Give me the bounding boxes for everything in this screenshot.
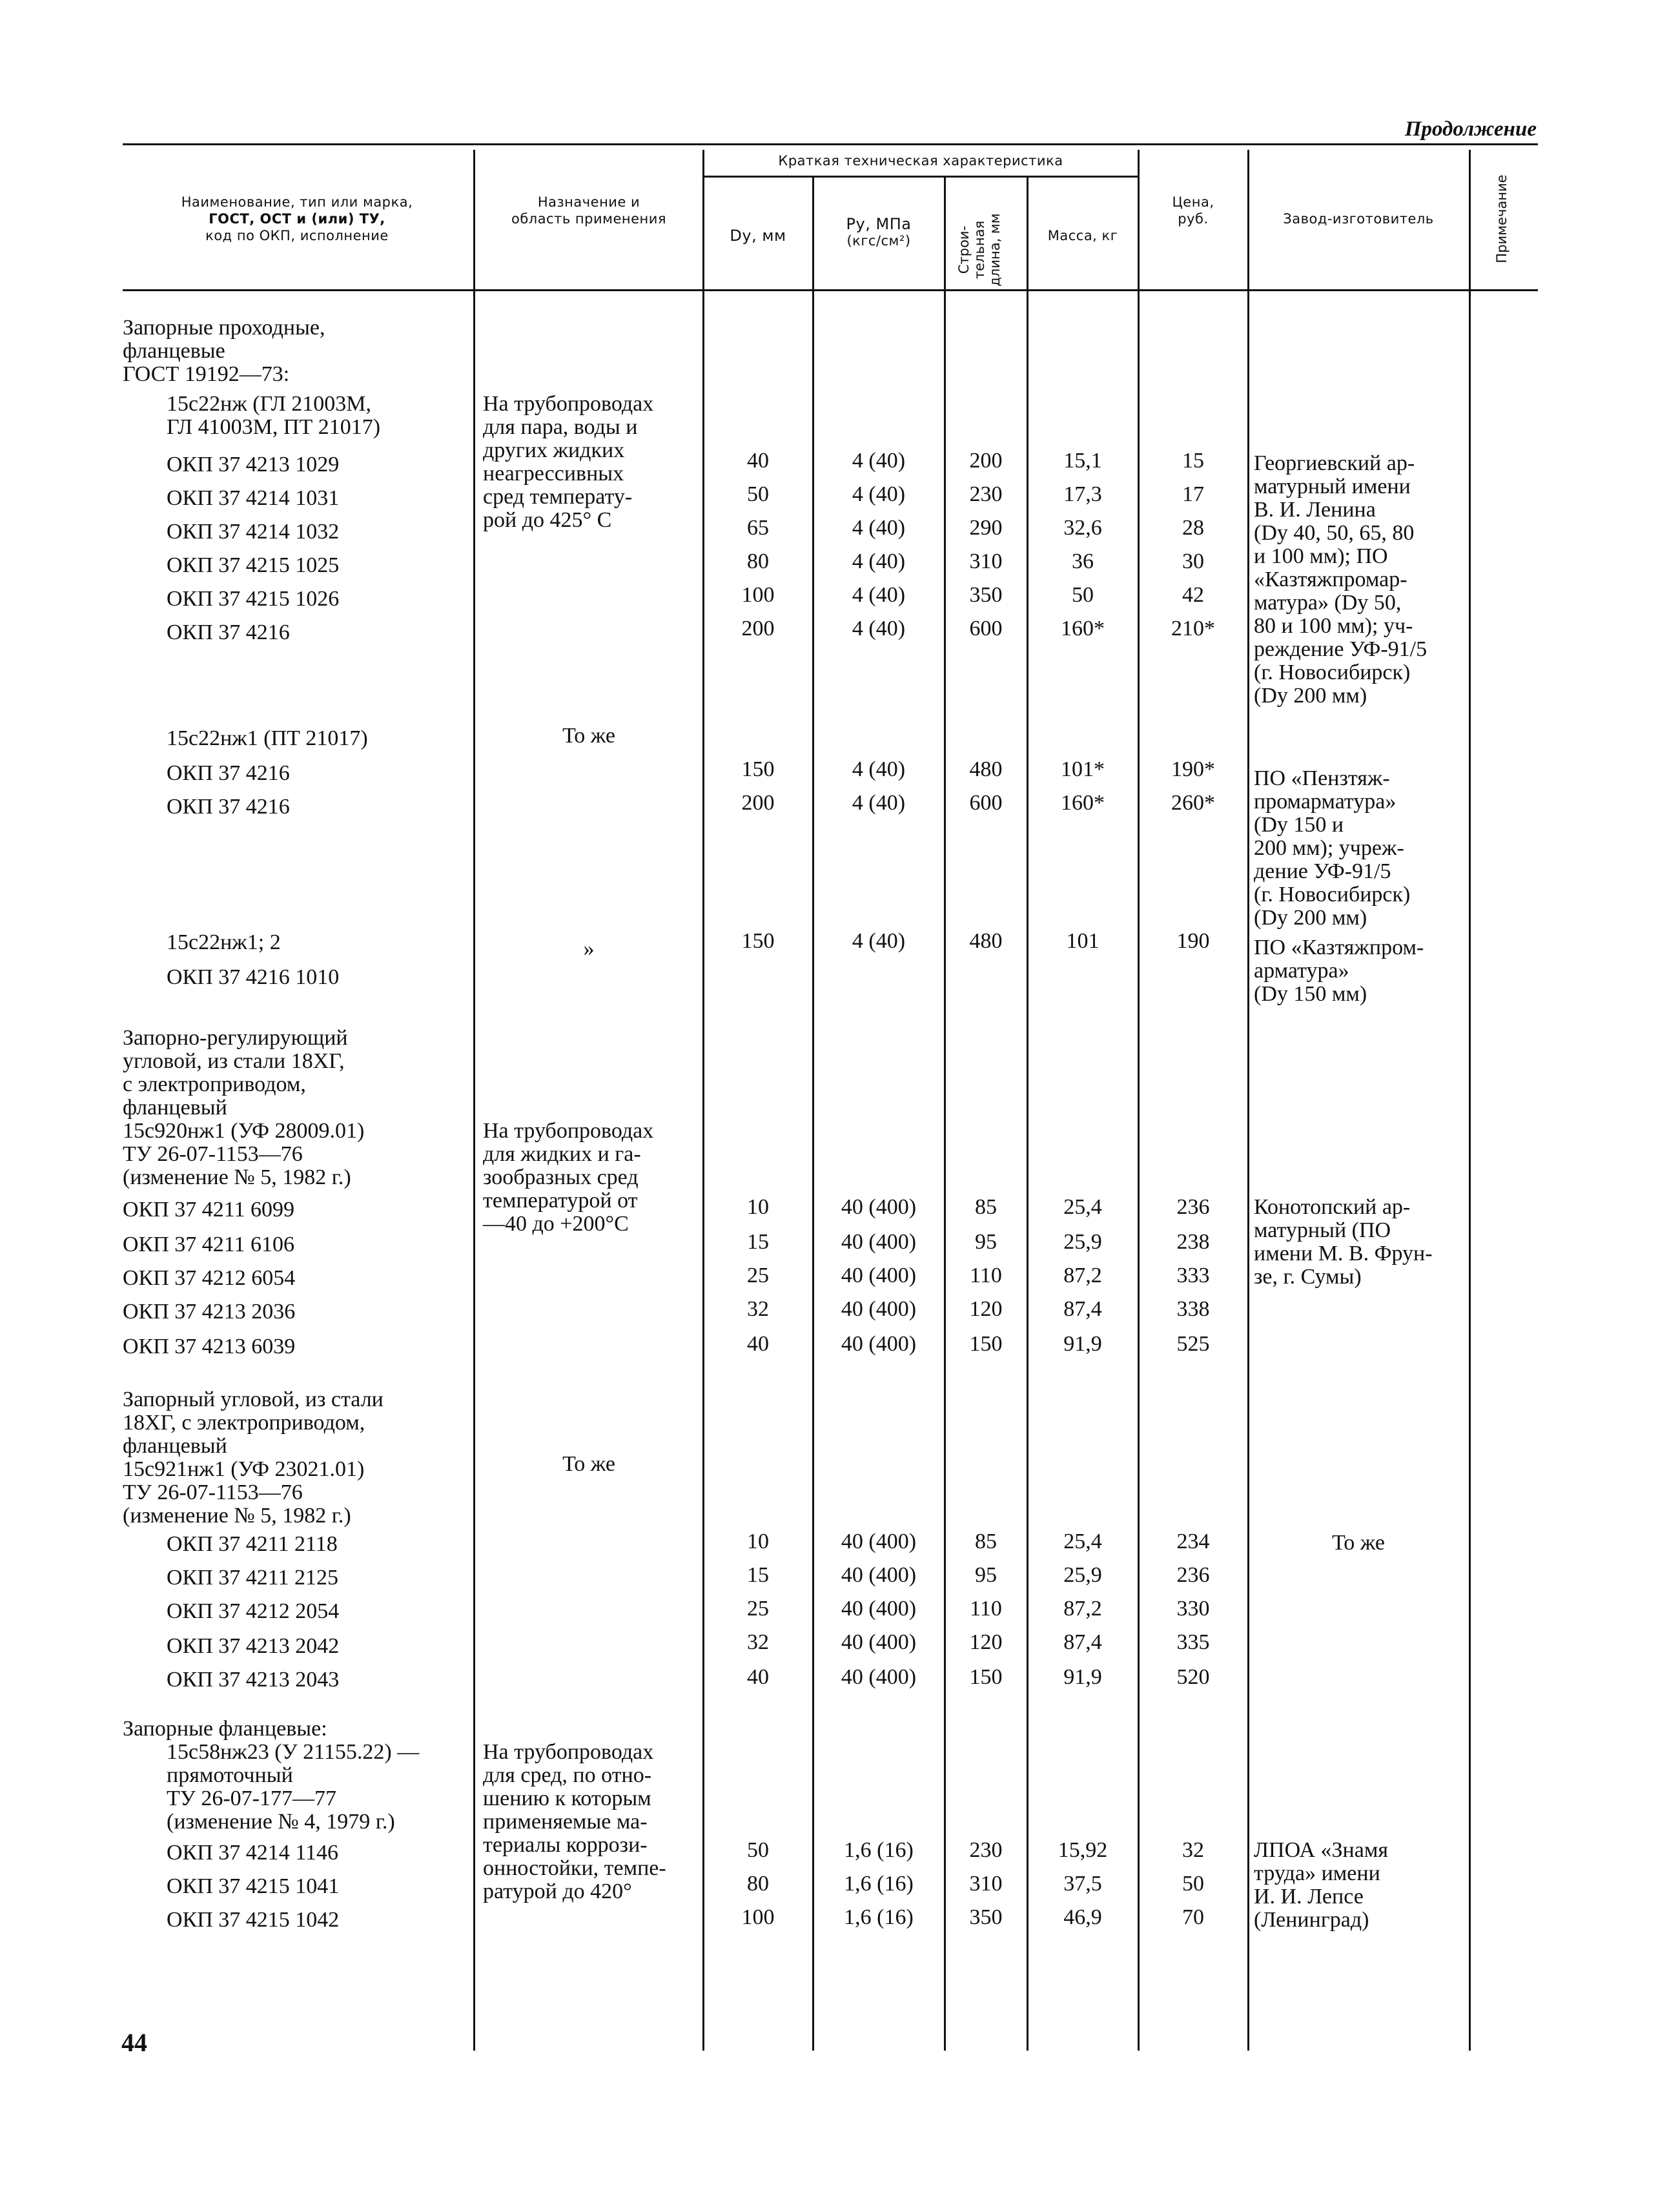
header-maker: Завод-изготовитель	[1283, 211, 1434, 227]
row-py: 4 (40)	[852, 482, 906, 506]
row-code: ОКП 37 4211 6106	[123, 1233, 295, 1256]
header-length: Строи- тельная длина, мм	[956, 213, 1003, 287]
row-py: 4 (40)	[852, 449, 906, 473]
row-py: 40 (400)	[841, 1597, 917, 1621]
row-code: ОКП 37 4216	[167, 795, 290, 819]
row-mass: 46,9	[1063, 1905, 1102, 1929]
header-purpose: Назначение и область применения	[511, 194, 667, 227]
group-3-title: Запорный угловой, из стали 18ХГ, с электроприводом, фланцевый 15с921нж1 (УФ 23021.01) ТУ 26-07-1153—76 (изменение № 5, 1982 г.)	[123, 1388, 384, 1528]
row-py: 4 (40)	[852, 791, 906, 815]
row-price: 30	[1182, 549, 1204, 573]
continuation-label: Продолжение	[1404, 118, 1537, 141]
row-dy: 40	[747, 1332, 769, 1356]
row-py: 40 (400)	[841, 1297, 917, 1321]
row-code: ОКП 37 4213 2036	[123, 1300, 296, 1324]
row-dy: 200	[741, 791, 775, 815]
row-mass: 91,9	[1063, 1332, 1102, 1356]
row-price: 335	[1176, 1630, 1210, 1654]
row-length: 95	[975, 1230, 997, 1254]
row-length: 600	[969, 617, 1003, 640]
row-length: 85	[975, 1195, 997, 1219]
row-price: 238	[1176, 1230, 1210, 1254]
row-dy: 40	[747, 449, 769, 473]
row-price: 330	[1176, 1597, 1210, 1621]
row-dy: 50	[747, 1838, 769, 1862]
table-top-rule	[123, 143, 1538, 145]
row-py: 1,6 (16)	[844, 1905, 914, 1929]
header-price: Цена, руб.	[1172, 194, 1214, 227]
group-1-sub-3-purpose: »	[583, 937, 595, 961]
group-1-sub-3-maker: ПО «Казтяжпром- арматура» (Dy 150 мм)	[1254, 936, 1424, 1006]
row-price: 236	[1176, 1195, 1210, 1219]
row-dy: 100	[741, 1905, 775, 1929]
row-price: 42	[1182, 583, 1204, 607]
row-code: ОКП 37 4214 1031	[167, 486, 340, 510]
row-py: 40 (400)	[841, 1530, 917, 1553]
col-divider-5	[1027, 176, 1028, 2051]
row-py: 40 (400)	[841, 1665, 917, 1689]
header-note: Примечание	[1494, 174, 1509, 263]
row-price: 210*	[1171, 617, 1215, 640]
row-code: ОКП 37 4213 2042	[167, 1634, 340, 1658]
row-price: 234	[1176, 1530, 1210, 1553]
col-divider-8	[1469, 150, 1471, 2051]
row-length: 150	[969, 1332, 1003, 1356]
row-code: ОКП 37 4212 2054	[167, 1599, 340, 1623]
row-dy: 80	[747, 549, 769, 573]
row-code: ОКП 37 4211 6099	[123, 1198, 295, 1222]
tech-group-rule	[702, 176, 1138, 178]
row-price: 333	[1176, 1264, 1210, 1287]
row-mass: 87,2	[1063, 1597, 1102, 1621]
row-mass: 25,9	[1063, 1563, 1102, 1587]
row-code: ОКП 37 4213 6039	[123, 1335, 296, 1358]
group-1-sub-2-name: 15с22нж1 (ПТ 21017)	[167, 726, 368, 750]
row-mass: 36	[1072, 549, 1094, 573]
row-mass: 87,2	[1063, 1264, 1102, 1287]
row-dy: 100	[741, 583, 775, 607]
group-1-sub-1-name: 15с22нж (ГЛ 21003М, ГЛ 41003М, ПТ 21017)	[167, 392, 381, 439]
row-mass: 160*	[1061, 617, 1105, 640]
row-py: 4 (40)	[852, 516, 906, 540]
group-3-maker: То же	[1332, 1531, 1385, 1555]
row-py: 1,6 (16)	[844, 1872, 914, 1896]
row-price: 525	[1176, 1332, 1210, 1356]
row-py: 40 (400)	[841, 1230, 917, 1254]
col-divider-3	[812, 176, 814, 2051]
col-divider-6	[1138, 150, 1140, 2051]
col-divider-7	[1247, 150, 1249, 2051]
row-length: 230	[969, 1838, 1003, 1862]
row-py: 1,6 (16)	[844, 1838, 914, 1862]
page-number: 44	[121, 2028, 147, 2057]
header-mass: Масса, кг	[1047, 228, 1118, 243]
group-2-maker: Конотопский ар- матурный (ПО имени М. В. Фрун- зе, г. Сумы)	[1254, 1195, 1433, 1289]
row-mass: 15,1	[1063, 449, 1102, 473]
row-length: 230	[969, 482, 1003, 506]
row-price: 17	[1182, 482, 1204, 506]
header-py: Py, МПа (кгс/см²)	[846, 215, 912, 249]
row-dy: 25	[747, 1597, 769, 1621]
row-length: 120	[969, 1630, 1003, 1654]
row-price: 190	[1176, 929, 1210, 953]
row-code: ОКП 37 4216	[167, 620, 290, 644]
row-price: 236	[1176, 1563, 1210, 1587]
row-code: ОКП 37 4216 1010	[167, 965, 340, 989]
group-4-sub: 15с58нж23 (У 21155.22) — прямоточный ТУ 26-07-177—77 (изменение № 4, 1979 г.)	[167, 1740, 420, 1834]
row-price: 50	[1182, 1872, 1204, 1896]
col-divider-1	[473, 150, 475, 2051]
row-length: 120	[969, 1297, 1003, 1321]
row-mass: 91,9	[1063, 1665, 1102, 1689]
group-2-title: Запорно-регулирующий угловой, из стали 18ХГ, с электроприводом, фланцевый 15с920нж1 (УФ 28009.01) ТУ 26-07-1153—76 (изменение № 5, 1982 г.)	[123, 1026, 365, 1189]
row-dy: 10	[747, 1530, 769, 1553]
row-dy: 50	[747, 482, 769, 506]
header-tech-group: Краткая техническая характеристика	[778, 153, 1063, 169]
row-py: 40 (400)	[841, 1563, 917, 1587]
header-name: Наименование, тип или марка, ГОСТ, ОСТ и (или) ТУ, код по ОКП, исполнение	[181, 194, 413, 243]
row-price: 520	[1176, 1665, 1210, 1689]
row-length: 110	[970, 1597, 1002, 1621]
row-code: ОКП 37 4215 1041	[167, 1874, 340, 1898]
row-code: ОКП 37 4215 1025	[167, 553, 340, 577]
col-divider-4	[944, 176, 946, 2051]
row-price: 15	[1182, 449, 1204, 473]
group-3-purpose: То же	[562, 1452, 615, 1476]
row-mass: 87,4	[1063, 1630, 1102, 1654]
row-mass: 25,4	[1063, 1195, 1102, 1219]
row-code: ОКП 37 4211 2125	[167, 1566, 339, 1590]
row-mass: 101*	[1061, 757, 1105, 781]
row-price: 28	[1182, 516, 1204, 540]
row-py: 4 (40)	[852, 549, 906, 573]
row-code: ОКП 37 4214 1146	[167, 1841, 339, 1865]
row-length: 480	[969, 929, 1003, 953]
row-length: 110	[970, 1264, 1002, 1287]
row-length: 310	[969, 549, 1003, 573]
group-1-sub-1-maker: Георгиевский ар- матурный имени В. И. Ленина (Dy 40, 50, 65, 80 и 100 мм); ПО «Казтяжпромар- матура» (Dy 50, 80 и 100 мм); уч- реждение УФ-91/5 (г. Новосибирск) (Dy 200 мм)	[1254, 451, 1427, 708]
row-dy: 10	[747, 1195, 769, 1219]
header-bottom-rule	[123, 289, 1538, 291]
row-length: 200	[969, 449, 1003, 473]
group-1-sub-1-purpose: На трубопроводах для пара, воды и других жидких неагрессивных сред температу- рой до 425° С	[483, 392, 654, 532]
row-length: 85	[975, 1530, 997, 1553]
row-py: 4 (40)	[852, 757, 906, 781]
group-4-title: Запорные фланцевые:	[123, 1717, 327, 1741]
group-1-sub-2-maker: ПО «Пензтяж- промарматура» (Dy 150 и 200 мм); учреж- дение УФ-91/5 (г. Новосибирск) (Dy 200 мм)	[1254, 766, 1411, 930]
row-py: 4 (40)	[852, 583, 906, 607]
row-mass: 17,3	[1063, 482, 1102, 506]
row-mass: 50	[1072, 583, 1094, 607]
header-dy: Dy, мм	[730, 227, 786, 245]
row-mass: 101	[1066, 929, 1100, 953]
row-price: 70	[1182, 1905, 1204, 1929]
row-py: 40 (400)	[841, 1195, 917, 1219]
row-mass: 25,4	[1063, 1530, 1102, 1553]
row-code: ОКП 37 4212 6054	[123, 1266, 296, 1290]
row-py: 4 (40)	[852, 617, 906, 640]
row-code: ОКП 37 4213 2043	[167, 1668, 340, 1692]
col-divider-2	[702, 150, 704, 2051]
row-dy: 80	[747, 1872, 769, 1896]
row-length: 350	[969, 1905, 1003, 1929]
row-length: 600	[969, 791, 1003, 815]
row-price: 260*	[1171, 791, 1215, 815]
group-4-maker: ЛПОА «Знамя труда» имени И. И. Лепсе (Ленинград)	[1254, 1838, 1389, 1932]
row-code: ОКП 37 4215 1026	[167, 587, 340, 611]
row-dy: 25	[747, 1264, 769, 1287]
group-1-sub-3-name: 15с22нж1; 2	[167, 930, 281, 954]
row-length: 480	[969, 757, 1003, 781]
row-mass: 160*	[1061, 791, 1105, 815]
row-price: 32	[1182, 1838, 1204, 1862]
row-length: 310	[969, 1872, 1003, 1896]
row-dy: 40	[747, 1665, 769, 1689]
row-dy: 15	[747, 1563, 769, 1587]
row-code: ОКП 37 4215 1042	[167, 1908, 340, 1932]
group-1-title: Запорные проходные, фланцевые ГОСТ 19192—73:	[123, 316, 325, 386]
row-mass: 15,92	[1058, 1838, 1108, 1862]
row-dy: 150	[741, 929, 775, 953]
row-py: 40 (400)	[841, 1630, 917, 1654]
row-length: 290	[969, 516, 1003, 540]
group-1-sub-2-purpose: То же	[562, 724, 615, 748]
row-py: 4 (40)	[852, 929, 906, 953]
row-price: 190*	[1171, 757, 1215, 781]
row-py: 40 (400)	[841, 1264, 917, 1287]
row-price: 338	[1176, 1297, 1210, 1321]
group-4-purpose: На трубопроводах для сред, по отно- шению к которым применяемые ма- териалы коррози- онностойки, темпе- ратурой до 420°	[483, 1740, 666, 1903]
row-code: ОКП 37 4216	[167, 761, 290, 785]
row-dy: 150	[741, 757, 775, 781]
row-code: ОКП 37 4213 1029	[167, 453, 340, 476]
row-py: 40 (400)	[841, 1332, 917, 1356]
row-mass: 32,6	[1063, 516, 1102, 540]
row-code: ОКП 37 4214 1032	[167, 520, 340, 544]
row-dy: 32	[747, 1297, 769, 1321]
row-dy: 32	[747, 1630, 769, 1654]
row-mass: 25,9	[1063, 1230, 1102, 1254]
row-dy: 15	[747, 1230, 769, 1254]
row-code: ОКП 37 4211 2118	[167, 1532, 338, 1556]
row-length: 150	[969, 1665, 1003, 1689]
row-mass: 37,5	[1063, 1872, 1102, 1896]
row-dy: 200	[741, 617, 775, 640]
row-length: 350	[969, 583, 1003, 607]
row-dy: 65	[747, 516, 769, 540]
row-length: 95	[975, 1563, 997, 1587]
group-2-purpose: На трубопроводах для жидких и га- зообразных сред температурой от —40 до +200°С	[483, 1119, 654, 1236]
row-mass: 87,4	[1063, 1297, 1102, 1321]
